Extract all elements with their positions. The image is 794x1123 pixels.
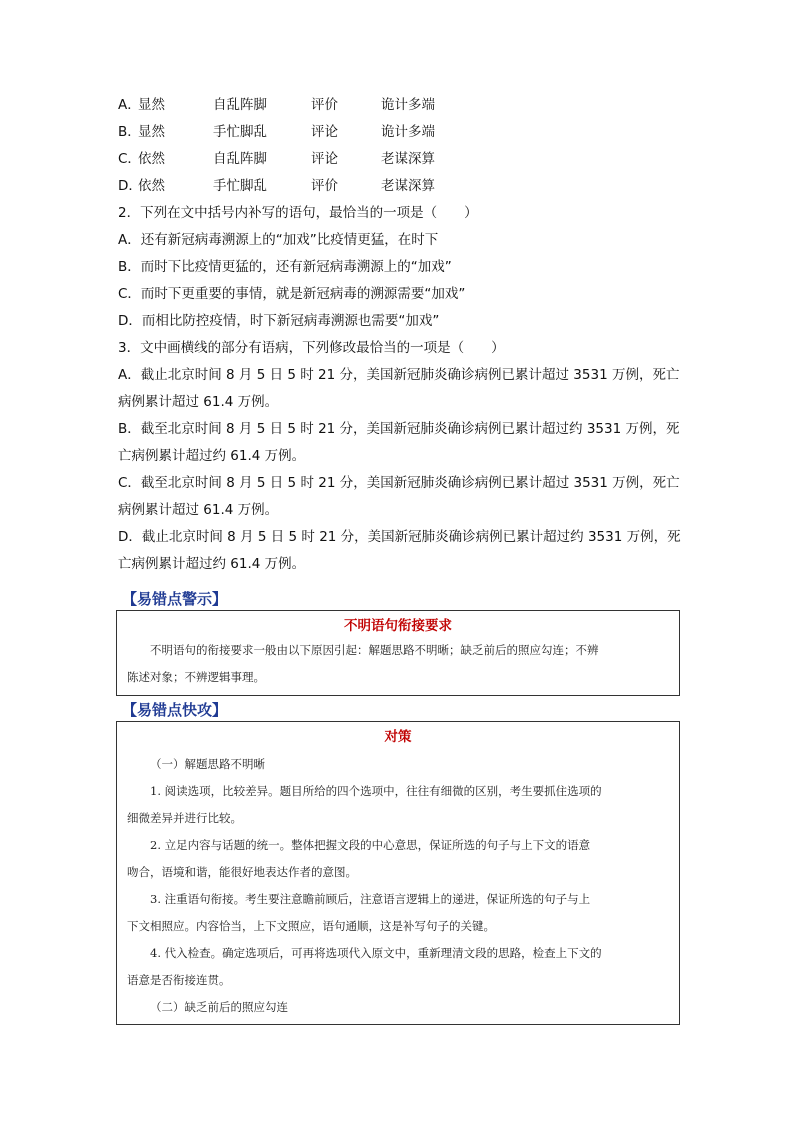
option-word-1: 依然 — [138, 151, 165, 167]
q2-option-d: D．而相比防控疫情，时下新冠病毒溯源也需要“加戏” — [118, 313, 440, 329]
attack-box-body — [127, 751, 669, 1021]
q1-option-d — [118, 173, 538, 200]
warning-box-body — [127, 637, 669, 691]
option-letter: A． — [118, 97, 141, 113]
q2-option-a: A．还有新冠病毒溯源上的“加戏”比疫情更猛，在时下 — [118, 232, 439, 248]
option-word-3: 评价 — [311, 178, 338, 194]
option-word-2: 手忙脚乱 — [213, 124, 267, 140]
para2-line1: 2. 立足内容与话题的统一。整体把握文段的中心意思，保证所选的句子与上下文的语意 — [150, 838, 591, 852]
option-letter: B． — [118, 124, 141, 140]
q3-option-c-line1: C．截至北京时间 8 月 5 日 5 时 21 分，美国新冠肺炎确诊病例已累计超过 3531 万例，死亡 — [118, 475, 680, 491]
q3-stem: 3．文中画横线的部分有语病，下列修改最恰当的一项是（ ） — [118, 340, 505, 356]
q3-option-c-line2: 病例累计超过 61.4 万例。 — [118, 502, 279, 518]
option-word-3: 评论 — [311, 151, 338, 167]
option-word-1: 依然 — [138, 178, 165, 194]
para4-line2: 语意是否衔接连贯。 — [127, 973, 231, 987]
q2-option-c: C．而时下更重要的事情，就是新冠病毒的溯源需要“加戏” — [118, 286, 466, 302]
q3-option-d-line2: 亡病例累计超过约 61.4 万例。 — [118, 556, 306, 572]
option-word-4: 诡计多端 — [381, 97, 435, 113]
option-word-4: 老谋深算 — [381, 178, 435, 194]
q2-stem: 2．下列在文中括号内补写的语句，最恰当的一项是（ ） — [118, 205, 478, 221]
attack-box — [116, 721, 680, 1025]
option-letter: C． — [118, 151, 141, 167]
q2-option-b: B．而时下比疫情更猛的，还有新冠病毒溯源上的“加戏” — [118, 259, 452, 275]
para2-line2: 吻合，语境和谐，能很好地表达作者的意图。 — [127, 865, 357, 879]
q1-option-b — [118, 119, 538, 146]
option-word-2: 自乱阵脚 — [213, 97, 267, 113]
para1-line2: 细微差异并进行比较。 — [127, 811, 242, 825]
option-word-3: 评论 — [311, 124, 338, 140]
q3-option-d-line1: D．截止北京时间 8 月 5 日 5 时 21 分，美国新冠肺炎确诊病例已累计超过约 3531 万例，死 — [118, 529, 681, 545]
para3-line2: 下文相照应。内容恰当，上下文照应，语句通顺，这是补写句子的关键。 — [127, 919, 495, 933]
option-word-2: 手忙脚乱 — [213, 178, 267, 194]
warning-heading: 【易错点警示】 — [122, 590, 228, 608]
attack-box-title: 对策 — [384, 729, 412, 745]
q3-option-b-line2: 亡病例累计超过约 61.4 万例。 — [118, 448, 306, 464]
option-word-4: 老谋深算 — [381, 151, 435, 167]
warning-body-line1: 不明语句的衔接要求一般由以下原因引起：解题思路不明晰；缺乏前后的照应勾连；不辨 — [150, 643, 599, 657]
warning-box-title: 不明语句衔接要求 — [344, 618, 452, 634]
subheading-1: （一）解题思路不明晰 — [150, 757, 265, 771]
q1-option-c — [118, 146, 538, 173]
option-word-1: 显然 — [138, 97, 165, 113]
para1-line1: 1. 阅读选项，比较差异。题目所给的四个选项中，往往有细微的区别，考生要抓住选项的 — [150, 784, 602, 798]
warning-box — [116, 610, 680, 696]
para3-line1: 3. 注重语句衔接。考生要注意瞻前顾后，注意语言逻辑上的递进，保证所选的句子与上 — [150, 892, 591, 906]
attack-heading: 【易错点快攻】 — [122, 701, 228, 719]
option-word-4: 诡计多端 — [381, 124, 435, 140]
q3-option-a-line2: 病例累计超过 61.4 万例。 — [118, 394, 279, 410]
option-word-1: 显然 — [138, 124, 165, 140]
para4-line1: 4. 代入检查。确定选项后，可再将选项代入原文中，重新理清文段的思路，检查上下文的 — [150, 946, 602, 960]
q3-option-a-line1: A．截止北京时间 8 月 5 日 5 时 21 分，美国新冠肺炎确诊病例已累计超过 3531 万例，死亡 — [118, 367, 680, 383]
option-letter: D． — [118, 178, 142, 194]
option-word-3: 评价 — [311, 97, 338, 113]
q3-option-b-line1: B．截至北京时间 8 月 5 日 5 时 21 分，美国新冠肺炎确诊病例已累计超过约 3531 万例，死 — [118, 421, 680, 437]
q1-option-a — [118, 92, 538, 119]
subheading-2: （二）缺乏前后的照应勾连 — [150, 1000, 288, 1014]
option-word-2: 自乱阵脚 — [213, 151, 267, 167]
warning-body-line2: 陈述对象；不辨逻辑事理。 — [127, 670, 265, 684]
